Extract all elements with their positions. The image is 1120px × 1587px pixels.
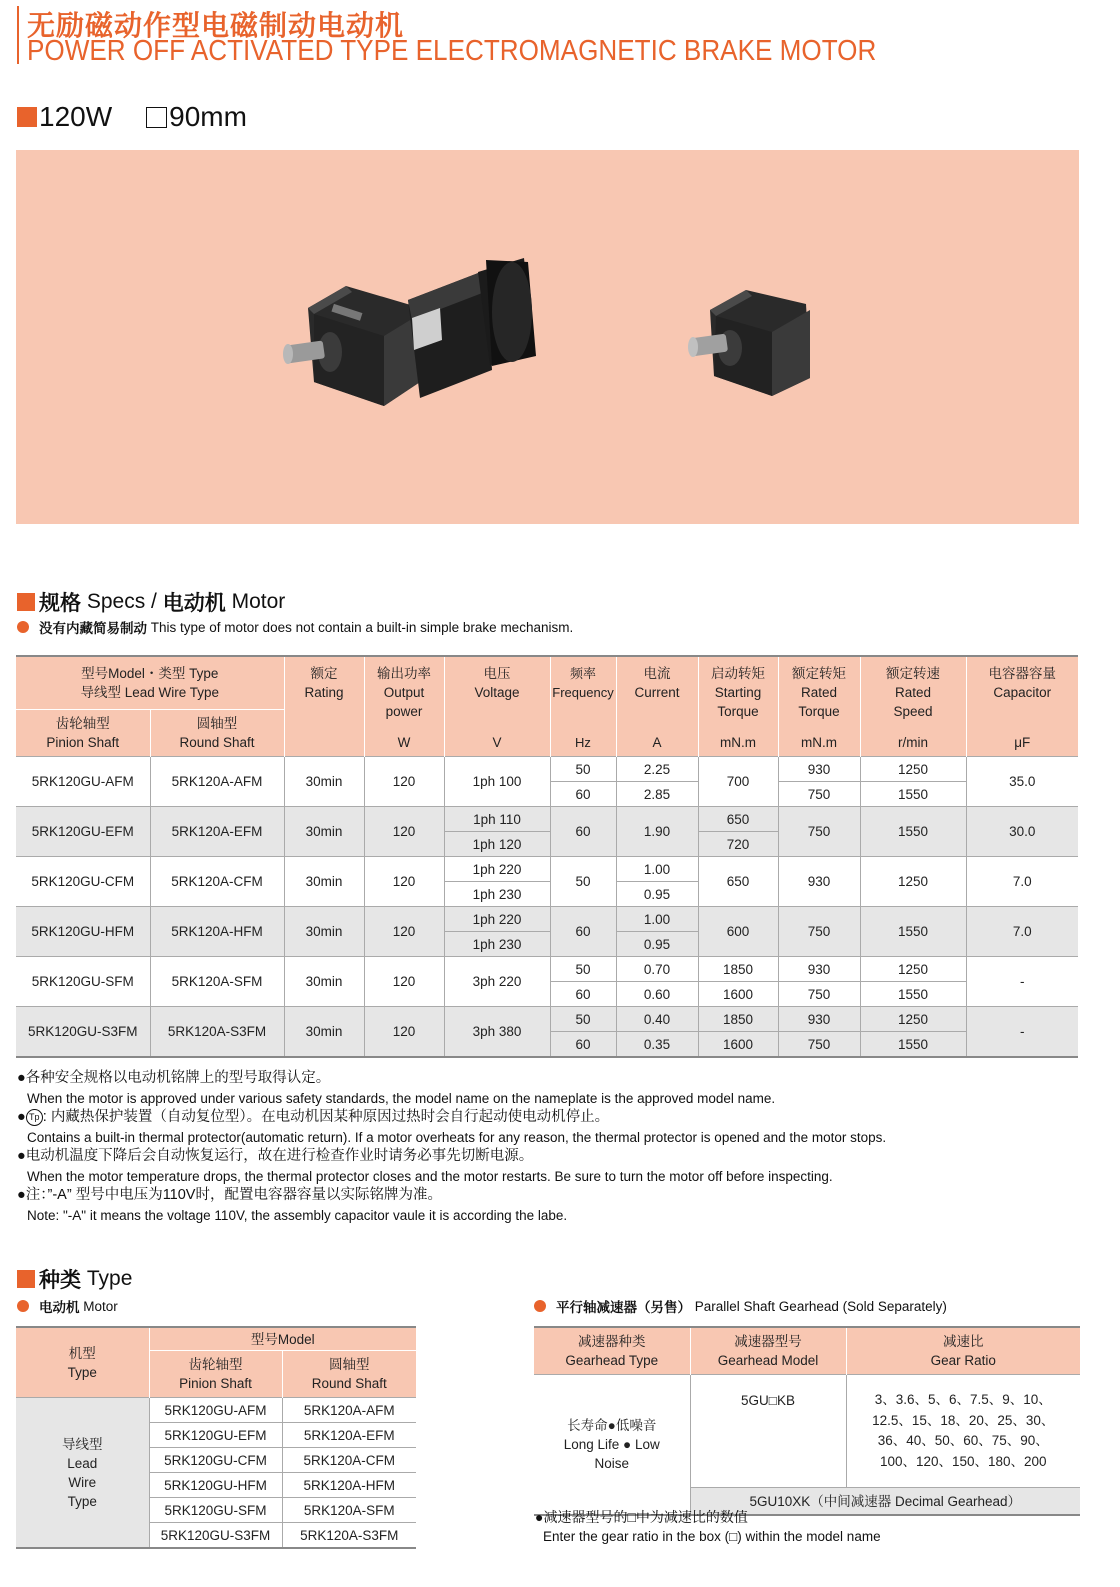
rspeed-cell: 1250 [860, 857, 966, 907]
brake-motor-image [283, 258, 536, 406]
gt-ratio-en: Gear Ratio [930, 1353, 996, 1368]
round-shaft-header [150, 710, 284, 757]
gt-ratio-line3: 36、40、50、60、75、90、 [877, 1433, 1049, 1448]
bullet-dot-icon [534, 1300, 546, 1312]
section-square-icon [17, 1270, 35, 1288]
no-brake-note-en: This type of motor does not contain a built-in simple brake mechanism. [150, 619, 574, 635]
capacitor-cell: 7.0 [966, 907, 1078, 957]
spec-row [16, 857, 1078, 882]
rating-cell: 30min [284, 857, 364, 907]
note-2-cn: : 内藏热保护装置（自动复位型）。在电动机因某种原因过热时会自行起动使电动机停止。 [42, 1109, 610, 1125]
round-en: Round Shaft [179, 735, 255, 750]
rspeed-cell: 1550 [860, 782, 966, 807]
pinion-cn: 齿轮轴型 [55, 716, 110, 731]
rating-cell: 30min [284, 957, 364, 1007]
output-cell: 120 [364, 757, 444, 807]
motor-type-row [16, 1398, 416, 1423]
rspeed-cell: 1550 [860, 807, 966, 857]
voltage-cell: 1ph 100 [444, 757, 550, 807]
gear-note-cn: ●减速器型号的□中为减速比的数值 [535, 1509, 748, 1525]
page-title-cn: 无励磁动作型电磁制动电动机 [27, 10, 405, 41]
note-3-en: When the motor temperature drops, the thermal protector closes and the motor restarts. Be sure to turn the motor off before inspecting. [27, 1168, 833, 1184]
current-cell: 0.70 [616, 957, 698, 982]
note-2-en: Contains a built-in thermal protector(automatic return). If a motor overheats for any reason, the thermal protector is opened and the motor stops. [27, 1129, 887, 1145]
gt-model-cn: 减速器型号 [734, 1334, 802, 1349]
rt-unit: mN.m [801, 734, 837, 750]
round-model-cell: 5RK120A-CFM [150, 857, 284, 907]
gt-decimal-cell: 5GU10XK（中间减速器 Decimal Gearhead） [690, 1488, 1080, 1516]
current-cell: 0.95 [616, 882, 698, 907]
spec-row [16, 957, 1078, 982]
round-model-cell: 5RK120A-AFM [150, 757, 284, 807]
output-header [364, 656, 444, 757]
motor-sub-cn: 电动机 [39, 1300, 80, 1315]
motor-illustration [16, 150, 1079, 524]
rated-speed-header [860, 656, 966, 757]
starting-torque-header [698, 656, 778, 757]
gt-ratio-header [846, 1327, 1080, 1375]
current-cn: 电流 [643, 665, 671, 681]
gt-model-header [690, 1327, 846, 1375]
output-cell: 120 [364, 807, 444, 857]
spec-row [16, 757, 1078, 782]
freq-unit: Hz [575, 734, 591, 750]
round-model-cell: 5RK120A-S3FM [150, 1007, 284, 1058]
round-model-cell: 5RK120A-EFM [150, 807, 284, 857]
gt-type-value-cn: 长寿命●低噪音 [567, 1418, 657, 1433]
gear-sub-cn: 平行轴减速器（另售） [556, 1300, 691, 1315]
round-model-cell: 5RK120A-SFM [282, 1498, 416, 1523]
bullet-dot-icon [17, 1300, 29, 1312]
output-cell: 120 [364, 1007, 444, 1058]
pinion-en: Pinion Shaft [46, 735, 120, 750]
frame-square-icon [146, 107, 167, 128]
current-cell: 0.35 [616, 1032, 698, 1058]
freq-cell: 60 [550, 807, 616, 857]
current-cell: 0.40 [616, 1007, 698, 1032]
capacitor-cell: - [966, 1007, 1078, 1058]
voltage-cn: 电压 [483, 665, 511, 681]
spec-row [16, 907, 1078, 932]
pinion-model-cell: 5RK120GU-SFM [16, 957, 150, 1007]
gt-ratio-cell [846, 1375, 1080, 1488]
spec-row [16, 1007, 1078, 1032]
voltage-cell: 1ph 110 [444, 807, 550, 832]
voltage-cell: 1ph 120 [444, 832, 550, 857]
note-3-cn: ●电动机温度下降后会自动恢复运行，故在进行检查作业时请务必事先切断电源。 [17, 1148, 534, 1164]
model-type-header [16, 656, 284, 710]
voltage-unit: V [492, 734, 502, 750]
power-frame-line [17, 101, 247, 133]
rtorque-cell: 750 [778, 982, 860, 1007]
rt-en: Rated Torque [798, 684, 840, 719]
lead-wire-type-text: 导线型 [62, 1436, 103, 1452]
gt-model-en: Gearhead Model [717, 1353, 819, 1368]
bullet-dot-icon [17, 621, 29, 633]
pinion-model-cell: 5RK120GU-S3FM [16, 1007, 150, 1058]
round-model-cell: 5RK120A-HFM [150, 907, 284, 957]
gearhead-image [688, 290, 810, 396]
rating-header [284, 656, 364, 757]
note-4-cn: ●注：”-A” 型号中电压为110V时，配置电容器容量以实际铭牌为准。 [17, 1187, 442, 1203]
note-1-cn: ●各种安全规格以电动机铭牌上的型号取得认定。 [17, 1070, 331, 1086]
gearhead-table [534, 1326, 1080, 1516]
output-cell: 120 [364, 907, 444, 957]
gt-ratio-cn: 减速比 [943, 1334, 984, 1349]
gt-type-cn: 减速器种类 [578, 1334, 646, 1349]
pinion-model-cell: 5RK120GU-AFM [149, 1398, 282, 1423]
motor-type-table [16, 1326, 416, 1549]
current-cell: 0.95 [616, 932, 698, 957]
rs-cn: 额定转速 [886, 665, 940, 681]
gt-ratio-line1: 3、3.6、5、6、7.5、9、10、 [874, 1392, 1052, 1407]
rtorque-cell: 750 [778, 1032, 860, 1058]
start-cell: 700 [698, 757, 778, 807]
voltage-cell: 1ph 220 [444, 907, 550, 932]
start-unit: mN.m [720, 734, 756, 750]
thermal-protector-icon: Tp [26, 1109, 43, 1126]
rated-torque-header [778, 656, 860, 757]
no-brake-note-cn: 没有内藏简易制动 [39, 621, 147, 636]
lead-wire-type-text: Wire [68, 1474, 97, 1490]
round-model-cell: 5RK120A-CFM [282, 1448, 416, 1473]
gt-ratio-line4: 100、120、150、180、200 [879, 1453, 1047, 1469]
start-cell: 1850 [698, 1007, 778, 1032]
type-heading-cn: 种类 [39, 1269, 81, 1292]
freq-en: Frequency [552, 684, 614, 700]
mt-type-header [16, 1327, 149, 1398]
voltage-cell: 3ph 220 [444, 957, 550, 1007]
rspeed-cell: 1250 [860, 957, 966, 982]
freq-cell: 50 [550, 1007, 616, 1032]
freq-cell: 60 [550, 907, 616, 957]
round-model-cell: 5RK120A-EFM [282, 1423, 416, 1448]
specs-heading [17, 587, 285, 617]
header-accent-bar [17, 6, 19, 64]
voltage-cell: 1ph 220 [444, 857, 550, 882]
pinion-model-cell: 5RK120GU-CFM [16, 857, 150, 907]
mt-pinion-en: Pinion Shaft [179, 1376, 252, 1391]
pinion-model-cell: 5RK120GU-EFM [16, 807, 150, 857]
cap-unit: μF [1014, 734, 1031, 750]
gearhead-note [535, 1507, 881, 1547]
pinion-shaft-header [16, 710, 150, 757]
output-cn: 输出功率 [377, 665, 431, 681]
motor-sub-en: Motor [83, 1298, 118, 1314]
gt-type-en: Gearhead Type [565, 1353, 659, 1368]
mt-round-header [282, 1351, 416, 1398]
note-2-cn-line: ● Tp : 内藏热保护装置（自动复位型）。在电动机因某种原因过热时会自行起动使电动机停止。 [17, 1109, 610, 1125]
start-cell: 650 [698, 857, 778, 907]
rtorque-cell: 930 [778, 757, 860, 782]
pinion-model-cell: 5RK120GU-SFM [149, 1498, 282, 1523]
mt-type-cn: 机型 [68, 1345, 96, 1361]
pinion-model-cell: 5RK120GU-EFM [149, 1423, 282, 1448]
voltage-cell: 3ph 380 [444, 1007, 550, 1058]
rs-unit: r/min [898, 734, 928, 750]
type-heading-en: Type [86, 1267, 133, 1290]
round-model-cell: 5RK120A-HFM [282, 1473, 416, 1498]
rating-en: Rating [304, 685, 344, 700]
specs-table [16, 655, 1078, 1058]
mt-round-cn: 圆轴型 [329, 1357, 370, 1372]
pinion-model-cell: 5RK120GU-HFM [149, 1473, 282, 1498]
gt-type-header [534, 1327, 690, 1375]
output-en: Output power [383, 684, 425, 719]
pinion-model-cell: 5RK120GU-AFM [16, 757, 150, 807]
voltage-en: Voltage [474, 684, 520, 700]
lead-wire-type-cell [16, 1398, 149, 1549]
voltage-cell: 1ph 230 [444, 882, 550, 907]
rspeed-cell: 1550 [860, 907, 966, 957]
round-model-cell: 5RK120A-SFM [150, 957, 284, 1007]
rtorque-cell: 750 [778, 807, 860, 857]
lead-wire-line: 导线型 Lead Wire Type [80, 685, 220, 700]
product-photo [16, 150, 1079, 524]
current-cell: 2.85 [616, 782, 698, 807]
round-cn: 圆轴型 [196, 716, 238, 731]
rspeed-cell: 1550 [860, 1032, 966, 1058]
freq-cell: 50 [550, 857, 616, 907]
lead-wire-type-text: Lead [67, 1455, 98, 1471]
gear-note-en: Enter the gear ratio in the box (□) within the model name [543, 1529, 881, 1544]
motor-subheading [17, 1296, 118, 1316]
freq-cell: 50 [550, 757, 616, 782]
note-1-en: When the motor is approved under various safety standards, the model name on the nameplate is the approved model name. [27, 1090, 776, 1106]
rtorque-cell: 930 [778, 957, 860, 982]
current-cell: 1.00 [616, 857, 698, 882]
capacitor-cell: - [966, 957, 1078, 1007]
current-cell: 1.90 [616, 807, 698, 857]
rating-cell: 30min [284, 757, 364, 807]
note-4-en: Note: "-A" it means the voltage 110V, the assembly capacitor vaule it is according the labe. [27, 1207, 568, 1223]
rspeed-cell: 1250 [860, 757, 966, 782]
start-cell: 600 [698, 907, 778, 957]
voltage-cell: 1ph 230 [444, 932, 550, 957]
model-type-line: 型号Model・类型 Type [81, 666, 219, 681]
start-cell: 650 [698, 807, 778, 832]
rspeed-cell: 1550 [860, 982, 966, 1007]
mt-round-en: Round Shaft [311, 1376, 387, 1391]
power-rating: 120W [39, 101, 113, 132]
mt-model-header: 型号Model [149, 1327, 416, 1351]
pinion-model-cell: 5RK120GU-S3FM [149, 1523, 282, 1549]
start-cell: 1850 [698, 957, 778, 982]
gear-sub-en: Parallel Shaft Gearhead (Sold Separately) [694, 1298, 947, 1314]
type-heading [17, 1264, 132, 1294]
filled-square-icon [17, 107, 37, 127]
gt-type-value-en1: Long Life ● Low [563, 1437, 660, 1452]
specs-heading-en: Specs / [86, 590, 157, 613]
current-cell: 2.25 [616, 757, 698, 782]
rating-cell: 30min [284, 907, 364, 957]
page-title-en: POWER OFF ACTIVATED TYPE ELECTROMAGNETIC BRAKE MOTOR [27, 35, 877, 67]
section-square-icon [17, 593, 35, 611]
start-cell: 1600 [698, 1032, 778, 1058]
rtorque-cell: 750 [778, 782, 860, 807]
lead-wire-type-text: Type [67, 1493, 97, 1509]
current-cell: 1.00 [616, 907, 698, 932]
start-cell: 720 [698, 832, 778, 857]
motor-heading-cn: 电动机 [162, 592, 226, 615]
mt-type-en: Type [67, 1364, 97, 1380]
rspeed-cell: 1250 [860, 1007, 966, 1032]
frame-size: 90mm [169, 101, 247, 132]
round-model-cell: 5RK120A-AFM [282, 1398, 416, 1423]
freq-cell: 60 [550, 782, 616, 807]
current-en: Current [634, 684, 680, 700]
capacitor-cell: 30.0 [966, 807, 1078, 857]
output-cell: 120 [364, 857, 444, 907]
output-cell: 120 [364, 957, 444, 1007]
gt-type-cell [534, 1375, 690, 1516]
freq-cell: 50 [550, 957, 616, 982]
current-cell: 0.60 [616, 982, 698, 1007]
gt-model-cell: 5GU□KB [690, 1375, 846, 1488]
notes-block [17, 1069, 886, 1225]
round-model-cell: 5RK120A-S3FM [282, 1523, 416, 1549]
current-unit: A [652, 734, 662, 750]
frequency-header [550, 656, 616, 757]
current-header [616, 656, 698, 757]
cap-cn: 电容器容量 [988, 665, 1056, 681]
rtorque-cell: 930 [778, 857, 860, 907]
capacitor-cell: 7.0 [966, 857, 1078, 907]
rtorque-cell: 750 [778, 907, 860, 957]
voltage-header [444, 656, 550, 757]
gt-ratio-line2: 12.5、15、18、20、25、30、 [872, 1412, 1055, 1428]
freq-cell: 60 [550, 982, 616, 1007]
capacitor-cell: 35.0 [966, 757, 1078, 807]
motor-heading-en: Motor [231, 590, 286, 613]
pinion-model-cell: 5RK120GU-CFM [149, 1448, 282, 1473]
start-cell: 1600 [698, 982, 778, 1007]
gearhead-subheading [534, 1296, 947, 1316]
gt-type-value-en2: Noise [594, 1456, 629, 1471]
rtorque-cell: 930 [778, 1007, 860, 1032]
start-cn: 启动转矩 [711, 665, 765, 681]
rating-cn: 额定 [310, 666, 338, 681]
spec-row [16, 807, 1078, 832]
capacitor-header [966, 656, 1078, 757]
rs-en: Rated Speed [893, 684, 933, 719]
rating-cell: 30min [284, 807, 364, 857]
no-brake-note [17, 617, 573, 637]
output-unit: W [397, 734, 411, 750]
freq-cell: 60 [550, 1032, 616, 1058]
freq-cn: 频率 [569, 665, 596, 681]
specs-heading-cn: 规格 [39, 592, 81, 615]
pinion-model-cell: 5RK120GU-HFM [16, 907, 150, 957]
rt-cn: 额定转矩 [792, 665, 846, 681]
mt-pinion-cn: 齿轮轴型 [188, 1357, 243, 1372]
start-en: Starting Torque [714, 684, 762, 719]
rating-cell: 30min [284, 1007, 364, 1058]
mt-pinion-header [149, 1351, 282, 1398]
cap-en: Capacitor [993, 684, 1052, 700]
